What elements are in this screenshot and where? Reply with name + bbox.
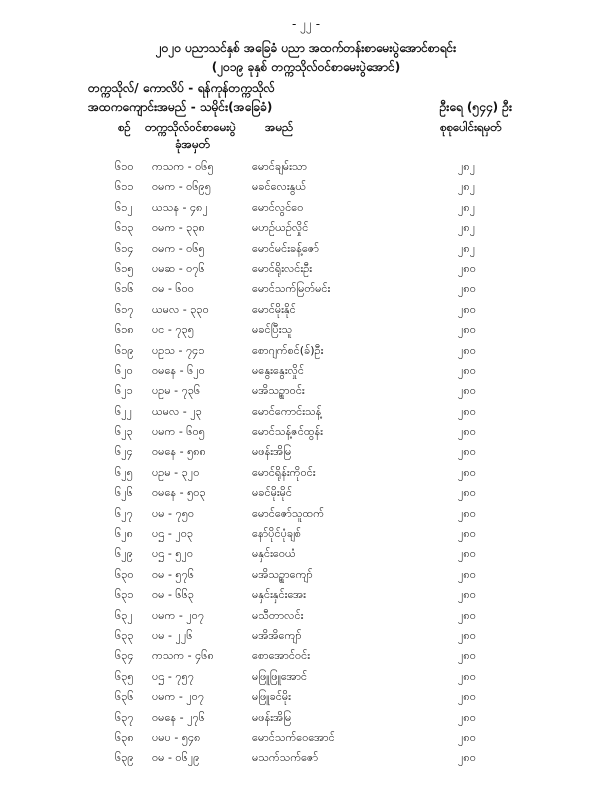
row-number: ၆၂၄	[115, 445, 133, 459]
roll-number: ဝမ - ၆၆၃	[152, 588, 194, 602]
table-row	[0, 486, 612, 506]
roll-number: ဝမနေ - ၅၈၈	[152, 445, 206, 459]
roll-number: ကသက - ၄၆၈	[152, 649, 214, 663]
total-score: ၂၈၀	[458, 608, 476, 622]
row-number: ၆၃၂	[115, 608, 133, 622]
roll-number: ဝမက - ၀၆၉၅	[152, 180, 211, 194]
row-number: ၆၃၃	[115, 628, 134, 642]
total-score: ၂၈၀	[458, 588, 476, 602]
roll-number: ပမက - ၂၀၇	[152, 608, 205, 622]
roll-number: ပဌ - ၅၂၀	[152, 547, 194, 561]
total-score: ၂၈၀	[458, 730, 476, 744]
table-row	[0, 670, 612, 690]
total-score: ၂၈၀	[458, 547, 476, 561]
roll-number: ပမ - ၂၂၆	[152, 628, 193, 642]
table-row	[0, 649, 612, 669]
total-score: ၂၈၀	[458, 343, 476, 357]
row-number: ၆၂၃	[115, 425, 133, 439]
roll-number: ပဌ - ၇၅၇	[152, 669, 194, 683]
row-number: ၆၂၇	[115, 506, 133, 520]
student-name: မောင်သန့်ဇင်ထွန်း	[252, 425, 323, 439]
row-number: ၆၃၄	[115, 649, 134, 663]
student-name: မောင်ကောင်းသန့်	[252, 404, 322, 418]
roll-number: ဝမနေ - ၅၀၃	[152, 486, 206, 500]
total-score: ၂၈၂	[458, 160, 476, 173]
row-number: ၆၂၁	[115, 384, 133, 398]
total-score: ၂၈၀	[458, 384, 476, 398]
student-name: စောဂျက်စင်(ခ်)ဦး	[252, 343, 324, 357]
row-number: ၆၁၆	[115, 282, 134, 296]
student-name: နော်ပိုင်ပုံချစ်	[252, 527, 301, 541]
roll-number: ဝမက - ၀၆၅	[152, 241, 205, 255]
row-number: ၆၃၁	[115, 588, 134, 602]
document-title: ၂၀၂၀ ပညာသင်နှစ် အခြေခံ ပညာ အထက်တန်းစာမေးပွဲအောင်စာရင်း	[155, 41, 457, 55]
table-row	[0, 201, 612, 221]
student-name: မနှင်းနှင်းအေး	[252, 588, 306, 602]
total-score: ၂၈၂	[458, 180, 476, 194]
student-name: မောင်သက်မြတ်မင်း	[252, 282, 331, 296]
student-name: မောင်သက်ဝေအောင်	[252, 730, 335, 744]
row-number: ၆၃၉	[115, 751, 134, 765]
student-name: မောင်ချမ်းသာ	[252, 160, 308, 173]
student-name: မခင်ပြီးသူ	[252, 323, 293, 337]
table-row	[0, 303, 612, 323]
row-number: ၆၁၁	[115, 180, 134, 194]
total-score: ၂၈၀	[458, 751, 476, 765]
student-name: မောင်ရိုးလင်းဦး	[252, 261, 313, 275]
row-number: ၆၂၀	[115, 363, 133, 377]
results-list	[0, 160, 612, 772]
student-name: မအိသဥ္စာကျော်	[252, 567, 313, 581]
table-row	[0, 242, 612, 262]
student-name: မနွေးနွေးလှိုင်	[252, 363, 305, 377]
total-score: ၂၈၀	[458, 669, 476, 683]
header-name: အမည်	[265, 120, 294, 134]
row-number: ၆၂၆	[115, 486, 133, 500]
roll-number: ဝမနေ - ၆၂၀	[152, 363, 205, 377]
total-score: ၂၈၀	[458, 465, 476, 479]
total-score: ၂၈၀	[458, 690, 476, 704]
page-number: - ၂၂ -	[291, 17, 321, 31]
roll-number: ကသက - ၀၆၅	[152, 160, 214, 173]
header-roll-number: ခုံအမှတ်	[175, 137, 210, 151]
table-row	[0, 527, 612, 547]
student-name: မအိသဥ္စာဝင်း	[252, 384, 305, 398]
table-row	[0, 547, 612, 567]
table-row	[0, 445, 612, 465]
total-score: ၂၈၂	[458, 200, 476, 214]
roll-number: ပဌ - ၂၀၃	[152, 527, 194, 541]
row-number: ၆၁၀	[115, 160, 134, 173]
row-number: ၆၂၉	[115, 547, 133, 561]
student-name: စောအောင်ဝင်း	[252, 649, 311, 663]
student-name: မောင်လွင်ဝေ	[252, 200, 304, 214]
student-name: မဟဉ်ယဉ်လှိုင်	[252, 221, 309, 235]
row-number: ၆၃၆	[115, 690, 134, 704]
student-name: မောင်ဇော်သူထက်	[252, 506, 324, 520]
table-row	[0, 180, 612, 200]
university-line: တက္ကသိုလ်/ ကောလိပ် - ရန်ကုန်တက္ကသိုလ်	[88, 81, 275, 95]
roll-number: ဝမက - ၃၃၈	[152, 221, 205, 235]
total-score: ၂၈၀	[458, 628, 476, 642]
table-row	[0, 221, 612, 241]
row-number: ၆၁၃	[115, 221, 134, 235]
roll-number: ဝမ - ၆၀၀	[152, 282, 194, 296]
roll-number: ယမလ - ၃၃၀	[152, 302, 209, 316]
row-number: ၆၃၀	[115, 567, 134, 581]
table-row	[0, 323, 612, 343]
total-score: ၂၈၀	[458, 527, 476, 541]
table-row	[0, 364, 612, 384]
total-score: ၂၈၀	[458, 567, 476, 581]
student-name: မဖြူခင်မိုး	[252, 690, 291, 704]
student-name: မခင်မိုးမိုင်	[252, 486, 293, 500]
row-number: ၆၂၈	[115, 527, 133, 541]
total-score: ၂၈၀	[458, 363, 476, 377]
table-row	[0, 160, 612, 180]
total-score: ၂၈၂	[458, 241, 476, 255]
row-number: ၆၂၂	[115, 404, 132, 418]
header-no: စဉ်	[118, 120, 131, 134]
roll-number: ပမ - ၇၅၀	[152, 506, 195, 520]
student-name: မသက်သက်ဇော်	[252, 751, 319, 765]
total-score: ၂၈၀	[458, 282, 476, 296]
row-number: ၆၁၈	[115, 323, 134, 337]
table-row	[0, 711, 612, 731]
roll-number: ပင - ၇၃၅	[152, 323, 194, 337]
student-name: မောင်ရိုန်းကိုဝင်း	[252, 465, 316, 479]
table-row	[0, 588, 612, 608]
student-name: မောင်မိုးနိုင်	[252, 302, 296, 316]
table-row	[0, 384, 612, 404]
total-count: ဦးရေ (၅၄၄) ဦး	[439, 100, 512, 114]
roll-number: ဝမ - ၀၆၂၉	[152, 751, 200, 765]
document-subtitle: (၂၀၁၉ ခုနှစ် တက္ကသိုလ်ဝင်စာမေးပွဲအောင်)	[211, 60, 401, 74]
row-number: ၆၃၈	[115, 730, 134, 744]
table-row	[0, 282, 612, 302]
total-score: ၂၈၂	[458, 221, 476, 235]
student-name: မဖန်းအိမြ	[252, 710, 292, 724]
row-number: ၆၃၇	[115, 710, 134, 724]
roll-number: ဝမနေ - ၂၇၆	[152, 710, 205, 724]
student-name: မဖြူဖြူအောင်	[252, 669, 308, 683]
roll-number: ပဥမ - ၃၂၀	[152, 465, 200, 479]
row-number: ၆၃၅	[115, 669, 134, 683]
roll-number: ဝမ - ၅၇၆	[152, 567, 194, 581]
roll-number: ပမပ - ၅၄၈	[152, 730, 201, 744]
student-name: မသီတာလင်း	[252, 608, 304, 622]
table-row	[0, 690, 612, 710]
student-name: မနှင်းဝေယံ	[252, 547, 296, 561]
table-row	[0, 507, 612, 527]
roll-number: ယမလ - ၂၃	[152, 404, 202, 418]
roll-number: ပမက - ၆၀၅	[152, 425, 205, 439]
total-score: ၂၈၀	[458, 506, 476, 520]
header-total: စုစုပေါင်းရမှတ်	[440, 120, 502, 134]
row-number: ၆၁၉	[115, 343, 134, 357]
row-number: ၆၁၄	[115, 241, 134, 255]
table-row	[0, 425, 612, 445]
subject-line: အထကကျောင်းအမည် - သမိုင်း(အခြေခံ)	[88, 100, 273, 114]
roll-number: ပမဆ - ၀၇၆	[152, 261, 205, 275]
student-name: မောင်မင်းခန့်ဇော်	[252, 241, 319, 255]
table-row	[0, 731, 612, 751]
roll-number: ပဥသ - ၇၄၁	[152, 343, 205, 357]
header-roll: တက္ကသိုလ်ဝင်စာမေးပွဲ	[145, 120, 236, 134]
row-number: ၆၁၅	[115, 261, 134, 275]
total-score: ၂၈၀	[458, 710, 476, 724]
student-name: မဖန်းအိမြ	[252, 445, 292, 459]
total-score: ၂၈၀	[458, 445, 476, 459]
table-row	[0, 629, 612, 649]
table-row	[0, 568, 612, 588]
roll-number: ယသန - ၄၈၂	[152, 200, 208, 214]
total-score: ၂၈၀	[458, 486, 476, 500]
student-name: မခင်လေးနွယ်	[252, 180, 307, 194]
table-row	[0, 609, 612, 629]
total-score: ၂၈၀	[458, 261, 476, 275]
row-number: ၆၁၇	[115, 302, 134, 316]
table-row	[0, 751, 612, 771]
roll-number: ပဥမ - ၇၃၆	[152, 384, 201, 398]
table-row	[0, 405, 612, 425]
total-score: ၂၈၀	[458, 649, 476, 663]
total-score: ၂၈၀	[458, 425, 476, 439]
roll-number: ပမက - ၂၀၇	[152, 690, 205, 704]
row-number: ၆၁၂	[115, 200, 133, 214]
table-row	[0, 344, 612, 364]
total-score: ၂၈၀	[458, 323, 476, 337]
student-name: မအိအိကျော်	[252, 628, 302, 642]
table-row	[0, 466, 612, 486]
total-score: ၂၈၀	[458, 302, 476, 316]
row-number: ၆၂၅	[115, 465, 133, 479]
total-score: ၂၈၀	[458, 404, 476, 418]
table-row	[0, 262, 612, 282]
